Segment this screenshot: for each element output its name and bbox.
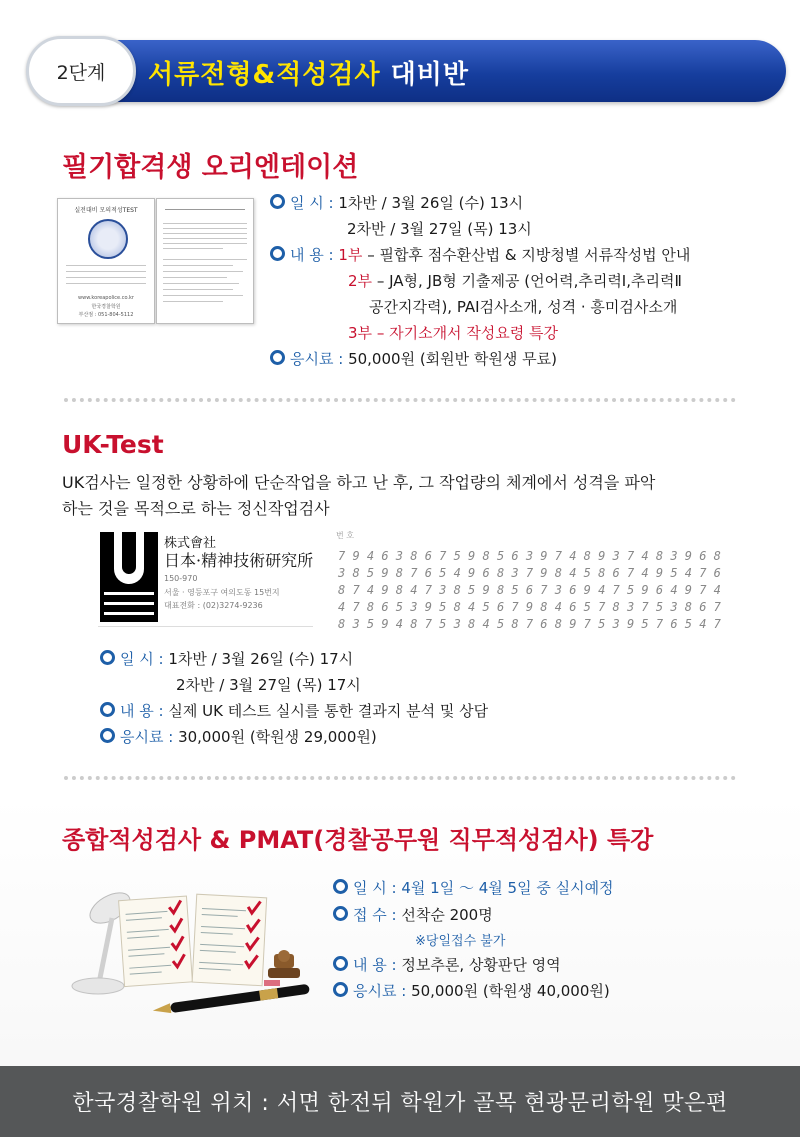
s2-date1: 1차반 / 3월 26일 (수) 17시 bbox=[168, 650, 354, 668]
s1-content-label: 내 용 : bbox=[290, 246, 334, 264]
s1-fee-row bbox=[270, 346, 557, 372]
uk-addr3: 대표전화 : (02)3274-9236 bbox=[164, 601, 263, 610]
uk-company-line1: 株式會社 bbox=[164, 536, 217, 551]
page-title-suffix: 대비반 bbox=[390, 60, 470, 90]
s2-content-label: 내 용 : bbox=[120, 702, 164, 720]
uk-digit-row: 8 7 4 9 8 4 7 3 8 5 9 8 5 6 7 3 6 9 4 7 5 9 6 4 9 7 4 bbox=[338, 583, 721, 597]
uk-logo-icon bbox=[100, 532, 158, 622]
s1-part3-row bbox=[348, 320, 558, 346]
police-emblem-icon bbox=[88, 219, 128, 259]
mock-test-phone: 부산점 : 051-804-5112 bbox=[78, 312, 134, 318]
s3-reception-row bbox=[333, 902, 493, 928]
section1-title: 필기합격생 오리엔테이션 bbox=[62, 152, 359, 183]
section2-title: UK-Test bbox=[62, 430, 164, 459]
s1-date-row bbox=[270, 190, 523, 216]
footer-bar bbox=[0, 1066, 800, 1137]
bullet-icon bbox=[270, 246, 285, 261]
bullet-icon bbox=[333, 906, 348, 921]
section3-title: 종합적성검사 & PMAT(경찰공무원 직무적성검사) 특강 bbox=[62, 826, 654, 854]
s3-content: 정보추론, 상황판단 영역 bbox=[401, 956, 561, 974]
s3-reception-label: 접 수 : bbox=[353, 906, 397, 924]
uk-company-line2: 日本·精神技術研究所 bbox=[164, 551, 314, 570]
bullet-icon bbox=[333, 879, 348, 894]
s2-desc-line1: UK검사는 일정한 상황하에 단순작업을 하고 난 후, 그 작업량의 체계에서 성격을 파악 bbox=[62, 473, 656, 492]
s3-content-label: 내 용 : bbox=[353, 956, 397, 974]
divider bbox=[64, 776, 736, 780]
bullet-icon bbox=[100, 728, 115, 743]
uk-digit-row: 7 9 4 6 3 8 6 7 5 9 8 5 6 3 9 7 4 8 9 3 7 4 8 3 9 6 8 bbox=[338, 549, 721, 563]
s2-date-row bbox=[100, 646, 353, 672]
page-title-highlight: 서류전형&적성검사 bbox=[148, 60, 381, 90]
desk-lamp-icon bbox=[60, 868, 330, 1018]
s3-fee-label: 응시료 : bbox=[353, 982, 407, 1000]
uk-digit-row: 8 3 5 9 4 8 7 5 3 8 4 5 8 7 6 8 9 7 5 3 9 5 7 6 5 4 7 bbox=[338, 617, 721, 631]
s2-fee: 30,000원 (학원생 29,000원) bbox=[178, 728, 377, 746]
bullet-icon bbox=[333, 982, 348, 997]
footer-location-text: 한국경찰학원 위치 : 서면 한전뒤 학원가 골목 현광문리학원 맞은편 bbox=[72, 1091, 728, 1116]
mock-test-org: 한국경찰학원 bbox=[91, 304, 121, 310]
s3-fee: 50,000원 (학원생 40,000원) bbox=[411, 982, 610, 1000]
s1-part1-text: – 필합후 점수환산법 & 지방청별 서류작성법 안내 bbox=[367, 246, 691, 264]
divider bbox=[64, 398, 736, 402]
uk-digit-row: 4 7 8 6 5 3 9 5 8 4 5 6 7 9 8 4 6 5 7 8 3 7 5 3 8 6 7 bbox=[338, 600, 721, 614]
bullet-icon bbox=[270, 194, 285, 209]
mock-test-page-thumbnail bbox=[156, 198, 254, 324]
uk-number-label: 번 호 bbox=[336, 531, 354, 540]
s1-part3-text: – 자기소개서 작성요령 특강 bbox=[376, 324, 559, 342]
s2-content: 실제 UK 테스트 실시를 통한 결과지 분석 및 상담 bbox=[168, 702, 489, 720]
s1-part2-text: – JA형, JB형 기출제공 (언어력,추리력Ⅰ,추리력Ⅱ bbox=[376, 272, 682, 290]
s1-part2-row bbox=[348, 268, 682, 294]
uk-addr2: 서울 · 영등포구 여의도동 15번지 bbox=[164, 588, 280, 597]
bullet-icon bbox=[100, 650, 115, 665]
bullet-icon bbox=[100, 702, 115, 717]
s2-fee-row bbox=[100, 724, 377, 750]
s3-date-row bbox=[333, 875, 614, 901]
bullet-icon bbox=[333, 956, 348, 971]
s1-part1-tag: 1부 bbox=[338, 246, 363, 264]
s2-date-label: 일 시 : bbox=[120, 650, 164, 668]
page-title bbox=[148, 54, 469, 91]
mock-test-cover-thumbnail bbox=[57, 198, 155, 324]
s1-fee-label: 응시료 : bbox=[290, 350, 344, 368]
test-papers-illustration bbox=[60, 868, 330, 1018]
uk-digit-rows bbox=[338, 548, 721, 633]
mock-test-cover-title: 실전대비 모의적성TEST bbox=[74, 207, 138, 214]
s1-date-label: 일 시 : bbox=[290, 194, 334, 212]
s2-content-row bbox=[100, 698, 488, 724]
s1-part3-tag: 3부 bbox=[348, 324, 373, 342]
uk-addr1: 150-970 bbox=[164, 574, 198, 583]
s3-date: 4월 1일 ～ 4월 5일 중 실시예정 bbox=[401, 879, 614, 897]
s3-reception: 선착순 200명 bbox=[401, 906, 493, 924]
s1-fee: 50,000원 (회원반 학원생 무료) bbox=[348, 350, 557, 368]
s1-part2-tag: 2부 bbox=[348, 272, 373, 290]
s1-date2: 2차반 / 3월 27일 (목) 13시 bbox=[347, 220, 532, 238]
bullet-icon bbox=[270, 350, 285, 365]
s3-fee-row bbox=[333, 978, 610, 1004]
s1-part2-text2: 공간지각력), PAI검사소개, 성격 · 흥미검사소개 bbox=[369, 298, 678, 316]
uk-digit-row: 3 8 5 9 8 7 6 5 4 9 6 8 3 7 9 8 4 5 8 6 7 4 9 5 4 7 6 bbox=[338, 566, 721, 580]
s2-desc-line2: 하는 것을 목적으로 하는 정신작업검사 bbox=[62, 499, 330, 518]
s2-date2: 2차반 / 3월 27일 (목) 17시 bbox=[176, 676, 361, 694]
step-badge-label: 2단계 bbox=[56, 62, 106, 84]
s1-content-row bbox=[270, 242, 690, 268]
mock-test-site: www.koreapolice.co.kr bbox=[78, 295, 134, 301]
step-badge bbox=[26, 36, 136, 106]
uk-test-sheet bbox=[98, 530, 721, 638]
s3-date-label: 일 시 : bbox=[353, 879, 397, 897]
s1-date1: 1차반 / 3월 26일 (수) 13시 bbox=[338, 194, 524, 212]
s3-content-row bbox=[333, 952, 561, 978]
s2-fee-label: 응시료 : bbox=[120, 728, 174, 746]
s3-note: ※당일접수 불가 bbox=[415, 934, 506, 949]
